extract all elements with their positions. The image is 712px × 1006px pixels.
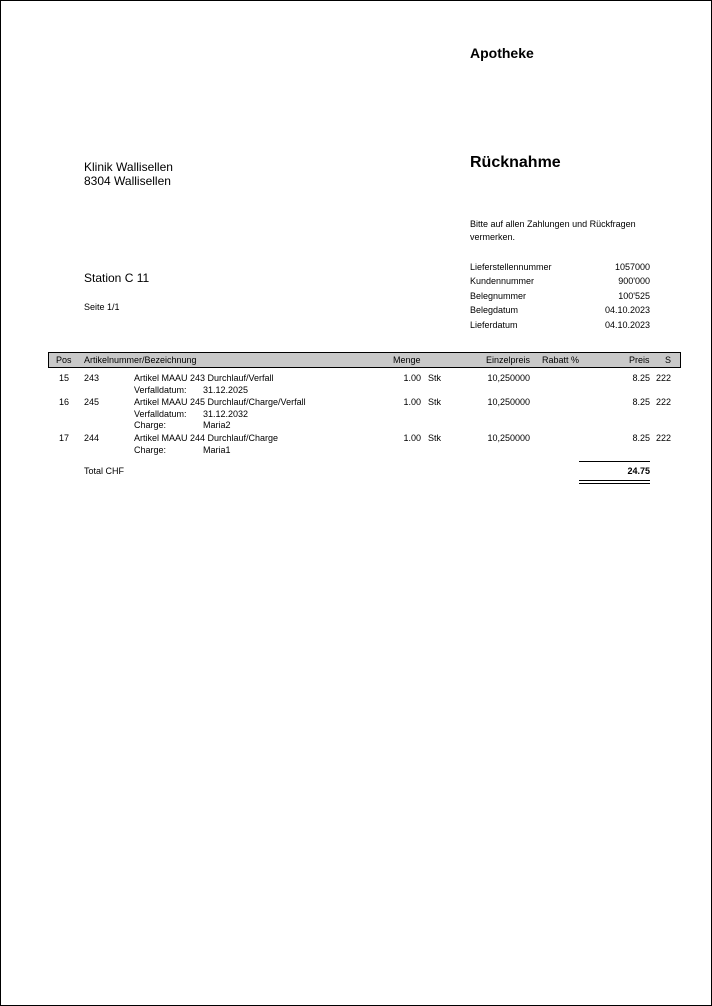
recipient-city: 8304 Wallisellen: [84, 174, 171, 188]
line-items: [0, 373, 712, 457]
row-pos: 16: [59, 397, 70, 407]
info-row: [470, 260, 650, 274]
row-artnr: 245: [84, 397, 100, 407]
row-menge: 1.00: [403, 397, 421, 407]
reference-notice: Bitte auf allen Zahlungen und Rückfragen vermerken.: [470, 219, 636, 242]
info-label: Belegdatum: [470, 305, 519, 316]
recipient-name: Klinik Wallisellen: [84, 160, 173, 174]
info-row: [470, 289, 650, 303]
detail-label: Charge:: [134, 420, 167, 430]
row-artnr: 243: [84, 373, 100, 383]
row-einzelpreis: 10,250000: [487, 373, 530, 383]
detail-value: 31.12.2025: [203, 384, 249, 395]
row-pos: 17: [59, 433, 70, 443]
detail-value: Maria2: [203, 420, 231, 430]
info-value: 04.10.2023: [604, 305, 650, 316]
page-number: Seite 1/1: [84, 302, 120, 312]
row-preis: 8.25: [632, 433, 650, 443]
detail-label: Verfalldatum:: [134, 384, 187, 395]
document-info: [470, 260, 650, 332]
row-preis: 8.25: [632, 397, 650, 407]
station-label: Station C 11: [84, 271, 150, 285]
info-label: Lieferdatum: [470, 319, 518, 330]
row-bezeichnung: Artikel MAAU 244 Durchlauf/Charge: [134, 433, 279, 443]
header-menge: Menge: [393, 355, 421, 365]
header-einzelpreis: Einzelpreis: [486, 355, 531, 365]
total-rule-double: [579, 480, 650, 484]
table-header: [48, 352, 681, 368]
info-row: [470, 318, 650, 332]
row-bezeichnung: Artikel MAAU 245 Durchlauf/Charge/Verfall: [134, 397, 306, 407]
info-value: 1057000: [614, 262, 650, 272]
info-label: Belegnummer: [470, 290, 527, 301]
header-rabatt: Rabatt %: [542, 355, 580, 365]
detail-value: 31.12.2032: [203, 408, 249, 419]
total-rule-top: [579, 461, 650, 462]
row-einzelpreis: 10,250000: [487, 397, 530, 407]
row-artnr: 244: [84, 433, 100, 443]
detail-label: Charge:: [134, 444, 167, 455]
row-s: 222: [656, 373, 672, 383]
info-value: 04.10.2023: [604, 319, 650, 330]
row-pos: 15: [59, 373, 70, 383]
row-s: 222: [656, 397, 672, 407]
info-value: 900'000: [618, 276, 650, 287]
info-row: [470, 303, 650, 317]
row-einzelpreis: 10,250000: [487, 433, 530, 443]
row-menge: 1.00: [403, 373, 421, 383]
recipient-address: [84, 160, 173, 188]
info-label: Lieferstellennummer: [470, 262, 552, 272]
row-preis: 8.25: [632, 373, 650, 383]
row-einheit: Stk: [428, 373, 442, 383]
total-label: Total CHF: [84, 466, 125, 476]
total-value: 24.75: [627, 466, 650, 476]
document-title: Rücknahme: [470, 154, 561, 171]
row-menge: 1.00: [403, 433, 421, 443]
header-preis: Preis: [629, 355, 650, 365]
row-bezeichnung: Artikel MAAU 243 Durchlauf/Verfall: [134, 373, 274, 383]
table-row: [0, 373, 712, 397]
header-pos: Pos: [56, 355, 72, 365]
row-einheit: Stk: [428, 433, 442, 443]
row-s: 222: [656, 433, 672, 443]
header-s: S: [665, 355, 672, 365]
header-artikel: Artikelnummer/Bezeichnung: [84, 355, 197, 365]
detail-value: Maria1: [203, 444, 231, 455]
sender-name: Apotheke: [470, 45, 534, 61]
detail-label: Verfalldatum:: [134, 408, 187, 419]
info-label: Kundennummer: [470, 276, 535, 287]
row-einheit: Stk: [428, 397, 442, 407]
table-row: [0, 397, 712, 433]
info-row: [470, 274, 650, 288]
table-row: [0, 433, 712, 457]
info-value: 100'525: [618, 290, 650, 301]
